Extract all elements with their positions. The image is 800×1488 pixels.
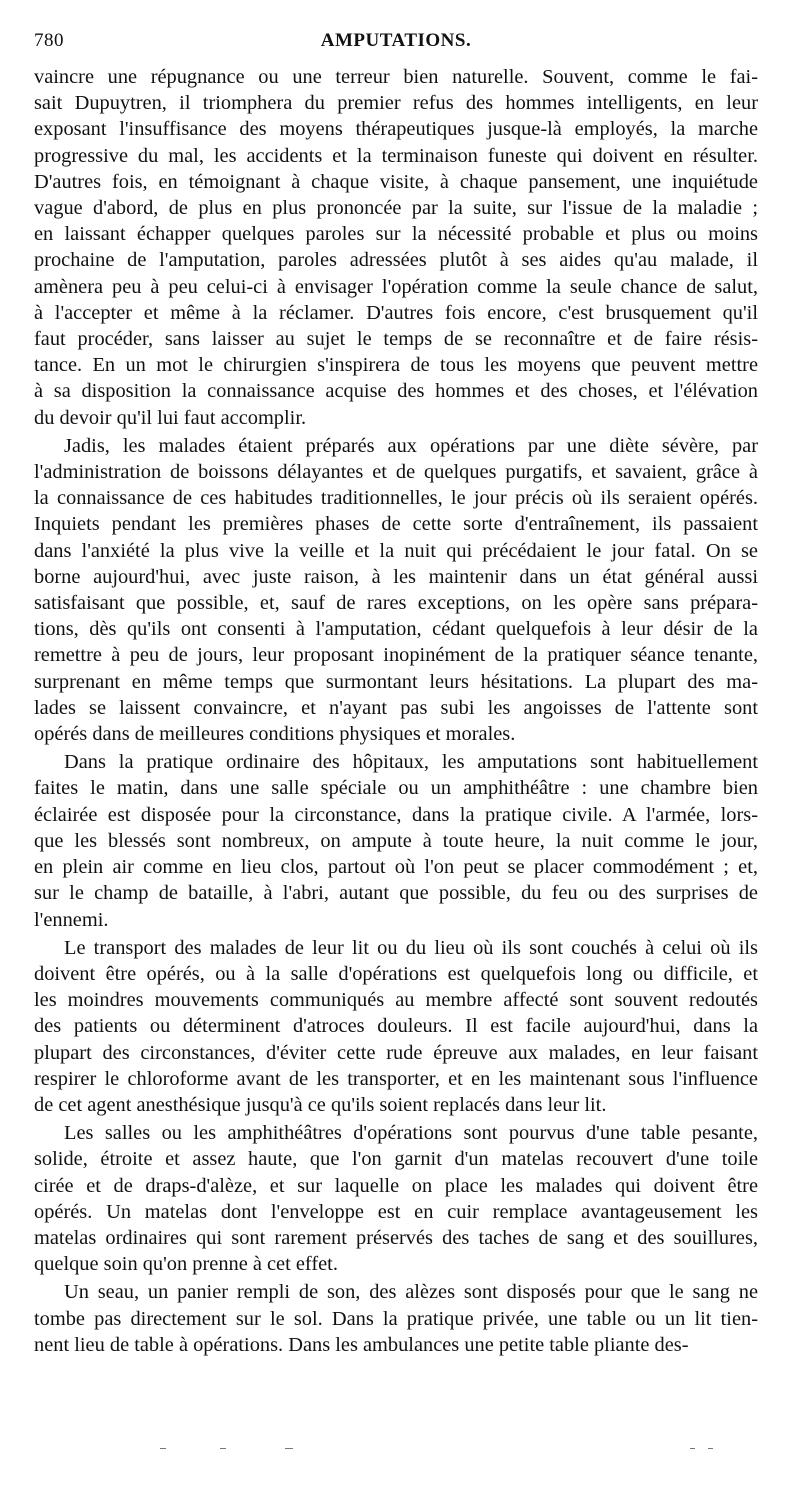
text-line: tombe pas directement sur le sol. Dans la pratique privée, une table ou un lit tien- (34, 1307, 758, 1330)
text-line: tance. En un mot le chirurgien s'inspirera de tous les moyens que peuvent mettre (34, 354, 758, 377)
text-line: que les blessés sont nombreux, on ampute à toute heure, la nuit comme le jour, (34, 829, 758, 852)
text-line: tions, dès qu'ils ont consenti à l'amputation, cédant quelquefois à leur désir de la (34, 618, 758, 641)
text-line: nent lieu de table à opérations. Dans les ambulances une petite table pliante des- (34, 1333, 689, 1356)
text-line: opérés dans de meilleures conditions physiques et morales. (34, 723, 516, 746)
text-line: l'ennemi. (34, 908, 109, 931)
running-head (34, 30, 758, 60)
text-line: du devoir qu'il lui faut accomplir. (34, 406, 307, 429)
text-line: dans l'anxiété la plus vive la veille et la nuit qui précédaient le jour fatal. On se (34, 539, 758, 562)
text-line: D'autres fois, en témoignant à chaque visite, à chaque pansement, une inquiétude (34, 170, 758, 193)
text-line: remettre à peu de jours, leur proposant inopinément de la pratiquer séance tenante, (34, 644, 758, 667)
text-line: vague d'abord, de plus en plus prononcée par la suite, sur l'issue de la maladie ; (34, 197, 758, 220)
paragraph (34, 1279, 758, 1358)
text-line: exposant l'insuffisance des moyens thérapeutiques jusque-là employés, la marche (34, 118, 758, 141)
text-line: matelas ordinaires qui sont rarement préservés des taches de sang et des souillures, (34, 1226, 758, 1249)
text-line: plupart des circonstances, d'éviter cette rude épreuve aux malades, en leur faisant (34, 1041, 758, 1064)
text-line: quelque soin qu'on prenne à cet effet. (34, 1253, 338, 1276)
body-text (34, 64, 758, 1358)
text-line: de cet agent anesthésique jusqu'à ce qu'ils soient replacés dans leur lit. (34, 1093, 607, 1116)
paragraph (34, 64, 758, 431)
text-line: cirée et de draps-d'alèze, et sur laquelle on place les malades qui doivent être (34, 1174, 758, 1197)
text-line: les moindres mouvements communiqués au membre affecté sont souvent redoutés (34, 989, 758, 1012)
text-line: Un seau, un panier rempli de son, des alèzes sont disposés pour que le sang ne (64, 1281, 758, 1304)
paragraph (34, 935, 758, 1118)
text-line: lades se laissent convaincre, et n'ayant pas subi les angoisses de l'attente sont (34, 696, 758, 719)
text-line: Jadis, les malades étaient préparés aux opérations par une diète sévère, par (64, 434, 758, 457)
text-line: faut procéder, sans laisser au sujet le temps de se reconnaître et de faire résis- (34, 328, 758, 351)
text-line: doivent être opérés, ou à la salle d'opérations est quelquefois long ou difficile, et (34, 962, 758, 985)
paragraph (34, 749, 758, 932)
running-title: AMPUTATIONS. (320, 30, 472, 51)
text-line: à sa disposition la connaissance acquise des hommes et des choses, et l'élévation (34, 380, 758, 403)
text-line: opérés. Un matelas dont l'enveloppe est en cuir remplace avantageusement les (34, 1200, 758, 1223)
text-line: progressive du mal, les accidents et la terminaison funeste qui doivent en résulter. (34, 144, 758, 167)
text-line: Le transport des malades de leur lit ou du lieu où ils sont couchés à celui où ils (64, 936, 758, 959)
text-line: Dans la pratique ordinaire des hôpitaux, les amputations sont habituellement (64, 751, 758, 774)
footer-marks (160, 1444, 720, 1454)
text-line: éclairée est disposée pour la circonstance, dans la pratique civile. A l'armée, lors- (34, 803, 758, 826)
page-number: 780 (34, 30, 64, 51)
text-line: vaincre une répugnance ou une terreur bien naturelle. Souvent, comme le fai- (34, 66, 758, 88)
text-line: faites le matin, dans une salle spéciale ou un amphithéâtre : une chambre bien (34, 777, 758, 800)
text-line: amènera peu à peu celui-ci à envisager l'opération comme la seule chance de salut, (34, 275, 758, 298)
text-line: sait Dupuytren, il triomphera du premier refus des hommes intelligents, en leur (34, 92, 758, 115)
text-line: solide, étroite et assez haute, que l'on garnit d'un matelas recouvert d'une toile (34, 1148, 758, 1171)
text-line: sur le champ de bataille, à l'abri, autant que possible, du feu ou des surprises de (34, 882, 758, 905)
text-line: satisfaisant que possible, et, sauf de rares exceptions, on les opère sans prépara- (34, 592, 758, 615)
text-line: en laissant échapper quelques paroles sur la nécessité probable et plus ou moins (34, 223, 758, 246)
text-line: la connaissance de ces habitudes traditionnelles, le jour précis où ils seraient opérés. (34, 487, 758, 510)
text-line: à l'accepter et même à la réclamer. D'autres fois encore, c'est brusquement qu'il (34, 301, 758, 324)
text-line: respirer le chloroforme avant de les transporter, et en les maintenant sous l'influence (34, 1067, 758, 1090)
text-line: en plein air comme en lieu clos, partout où l'on peut se placer commodément ; et, (34, 856, 758, 879)
text-line: Inquiets pendant les premières phases de cette sorte d'entraînement, ils passaient (34, 513, 758, 536)
paragraph (34, 433, 758, 747)
text-line: des patients ou déterminent d'atroces douleurs. Il est facile aujourd'hui, dans la (34, 1015, 758, 1038)
text-line: l'administration de boissons délayantes et de quelques purgatifs, et savaient, grâce à (34, 461, 758, 484)
paragraph (34, 1120, 758, 1277)
text-line: borne aujourd'hui, avec juste raison, à les maintenir dans un état général aussi (34, 565, 758, 588)
text-line: Les salles ou les amphithéâtres d'opérations sont pourvus d'une table pesante, (64, 1122, 758, 1145)
text-line: surprenant en même temps que surmontant leurs hésitations. La plupart des ma- (34, 670, 758, 693)
text-line: prochaine de l'amputation, paroles adressées plutôt à ses aides qu'au malade, il (34, 249, 758, 272)
